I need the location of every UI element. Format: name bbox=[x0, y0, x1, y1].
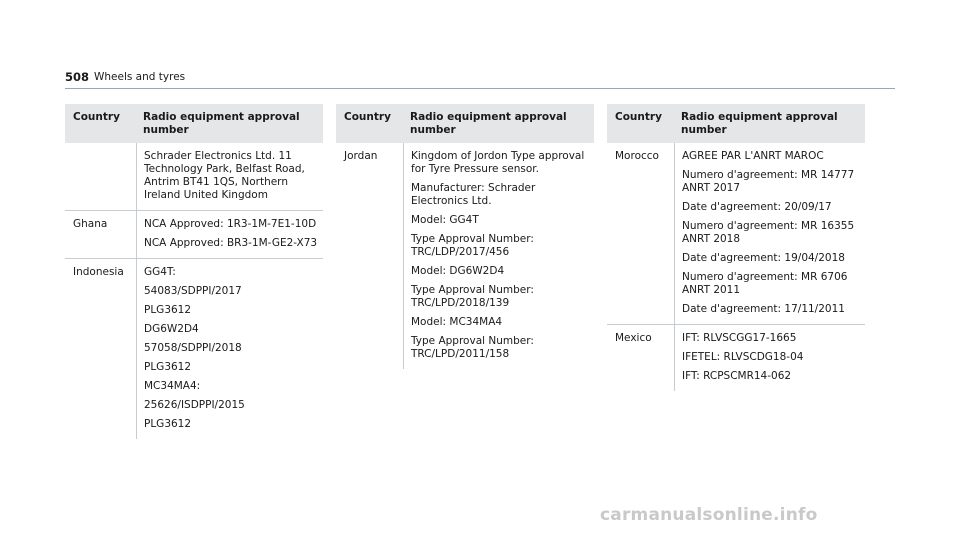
table-row bbox=[607, 325, 865, 391]
approval-line: Model: DG6W2D4 bbox=[411, 265, 505, 277]
approval-line: PLG3612 bbox=[144, 361, 192, 373]
approval-line: 25626/ISDPPI/2015 bbox=[144, 399, 245, 411]
approval-cell bbox=[674, 325, 865, 391]
approval-cell bbox=[136, 259, 323, 439]
table-row bbox=[607, 143, 865, 324]
approval-line: Type Approval Number: TRC/LPD/2018/139 bbox=[411, 284, 534, 309]
approval-line: Model: MC34MA4 bbox=[411, 316, 503, 328]
table-header-row bbox=[336, 104, 594, 143]
country-cell: Jordan bbox=[344, 150, 378, 162]
table-header-row bbox=[607, 104, 865, 143]
column-header-country: Country bbox=[344, 111, 391, 123]
approval-line: PLG3612 bbox=[144, 418, 192, 430]
approval-line: Numero d'agreement: MR 6706 ANRT 2011 bbox=[682, 271, 848, 296]
approval-line: Numero d'agreement: MR 14777 ANRT 2017 bbox=[682, 169, 855, 194]
table-row bbox=[336, 143, 594, 369]
approval-table-1 bbox=[65, 104, 323, 439]
approval-line: Date d'agreement: 20/09/17 bbox=[682, 201, 832, 213]
section-title: Wheels and tyres bbox=[94, 71, 186, 83]
approval-cell bbox=[136, 211, 323, 258]
approval-line: 57058/SDPPI/2018 bbox=[144, 342, 242, 354]
approval-line: Schrader Electronics Ltd. 11 Technology Park, Belfast Road, Antrim BT41 1QS, Northern Ireland United Kingdom bbox=[144, 150, 305, 201]
table-row bbox=[65, 259, 323, 439]
approval-line: Date d'agreement: 19/04/2018 bbox=[682, 252, 845, 264]
approval-line: 54083/SDPPI/2017 bbox=[144, 285, 242, 297]
column-header-country: Country bbox=[615, 111, 662, 123]
approval-line: NCA Approved: 1R3-1M-7E1-10D bbox=[144, 218, 317, 230]
approval-line: IFETEL: RLVSCDG18-04 bbox=[682, 351, 804, 363]
approval-line: IFT: RCPSCMR14-062 bbox=[682, 370, 792, 382]
column-header-approval: Radio equipment approval number bbox=[143, 111, 300, 136]
approval-table-3 bbox=[607, 104, 865, 391]
approval-line: AGREE PAR L'ANRT MAROC bbox=[682, 150, 824, 162]
approval-table-2 bbox=[336, 104, 594, 369]
column-header-approval: Radio equipment approval number bbox=[410, 111, 567, 136]
approval-line: GG4T: bbox=[144, 266, 176, 278]
country-cell: Indonesia bbox=[73, 266, 124, 278]
approval-line: NCA Approved: BR3-1M-GE2-X73 bbox=[144, 237, 318, 249]
approval-cell bbox=[674, 143, 865, 324]
approval-line: MC34MA4: bbox=[144, 380, 201, 392]
page-number: 508 bbox=[65, 70, 90, 84]
approval-line: IFT: RLVSCGG17-1665 bbox=[682, 332, 797, 344]
approval-line: DG6W2D4 bbox=[144, 323, 199, 335]
approval-line: Manufacturer: Schrader Electronics Ltd. bbox=[411, 182, 536, 207]
page-header bbox=[65, 70, 895, 90]
watermark: carmanualsonline.info bbox=[600, 505, 818, 525]
approval-line: Type Approval Number: TRC/LPD/2011/158 bbox=[411, 335, 534, 360]
country-cell: Morocco bbox=[615, 150, 659, 162]
approval-line: Date d'agreement: 17/11/2011 bbox=[682, 303, 845, 315]
column-header-approval: Radio equipment approval number bbox=[681, 111, 838, 136]
approval-line: Model: GG4T bbox=[411, 214, 479, 226]
country-cell: Mexico bbox=[615, 332, 652, 344]
approval-line: PLG3612 bbox=[144, 304, 192, 316]
approval-line: Type Approval Number: TRC/LDP/2017/456 bbox=[411, 233, 534, 258]
table-row bbox=[65, 143, 323, 210]
approval-line: Numero d'agreement: MR 16355 ANRT 2018 bbox=[682, 220, 855, 245]
country-cell: Ghana bbox=[73, 218, 108, 230]
approval-cell bbox=[403, 143, 594, 369]
approval-cell bbox=[136, 143, 323, 210]
table-row bbox=[65, 211, 323, 258]
approval-line: Kingdom of Jordon Type approval for Tyre Pressure sensor. bbox=[411, 150, 585, 175]
country-cell bbox=[65, 143, 136, 210]
column-header-country: Country bbox=[73, 111, 120, 123]
table-header-row bbox=[65, 104, 323, 143]
header-rule bbox=[65, 88, 895, 89]
